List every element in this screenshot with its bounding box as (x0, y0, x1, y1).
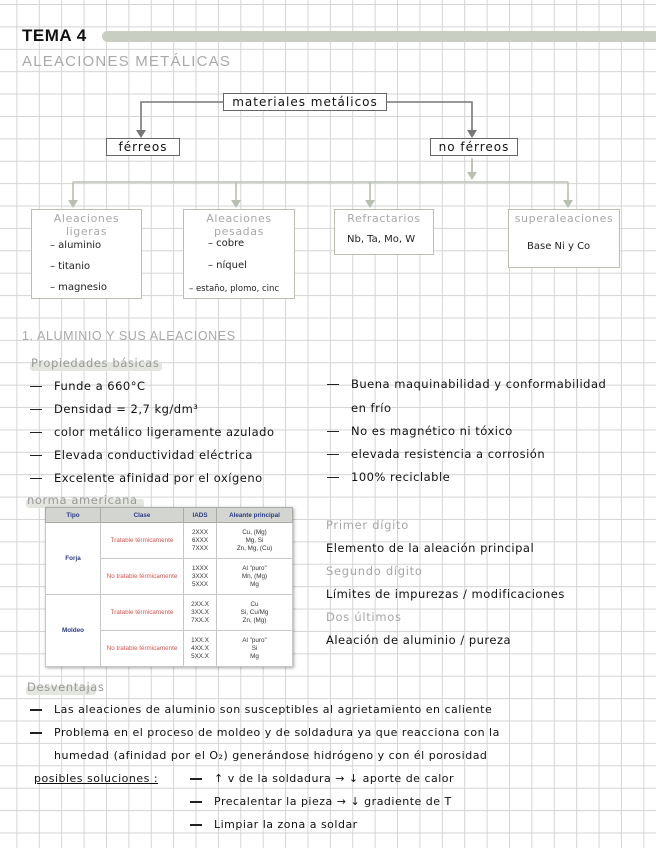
dash-icon (327, 431, 339, 433)
clase-cell: No tratable térmicamente (101, 631, 184, 667)
digit-text: Elemento de la aleación principal (326, 541, 535, 555)
norma-heading: norma americana (27, 493, 138, 507)
category-item: Nb, Ta, Mo, W (347, 234, 416, 245)
solution-item (190, 818, 358, 831)
property-text: 100% reciclable (351, 470, 451, 484)
solution-item (190, 795, 452, 808)
aleante-cell: Cu Si, Cu/Mg Zn, (Mg) (217, 595, 293, 631)
category-light-alloys (31, 209, 142, 299)
dash-icon (327, 477, 339, 479)
property-item (30, 425, 275, 439)
tipo-cell: Moldeo (46, 595, 101, 667)
aleante-cell: Al "puro" Mn, (Mg) Mg (217, 559, 293, 595)
solution-item (190, 772, 454, 785)
iads-cell: 2XX.X 3XX.X 7XX.X (184, 595, 217, 631)
disadvantage-text: Problema en el proceso de moldeo y de soldadura ya que reacciona con la (54, 726, 500, 739)
property-text: Densidad = 2,7 kg/dm³ (54, 402, 199, 416)
table-header: Clase (101, 508, 184, 523)
digit-label: Segundo dígito (326, 564, 423, 578)
category-item: – estaño, plomo, cinc (189, 284, 280, 294)
clase-cell: No tratable térmicamente (101, 559, 184, 595)
dash-icon (30, 478, 42, 480)
solution-text: Precalentar la pieza → ↓ gradiente de T (214, 795, 452, 808)
dash-icon (190, 778, 202, 780)
tipo-cell: Forja (46, 523, 101, 595)
page-subtitle: ALEACIONES METÁLICAS (22, 53, 232, 70)
properties-heading: Propiedades básicas (31, 356, 160, 370)
digit-text: Aleación de aluminio / pureza (326, 633, 512, 647)
property-text: elevada resistencia a corrosión (351, 447, 546, 461)
table-header: IADS (184, 508, 217, 523)
property-text: Excelente afinidad por el oxígeno (54, 471, 263, 485)
dash-icon (327, 384, 339, 386)
category-item: – aluminio (50, 240, 102, 251)
solution-text: ↑ v de la soldadura → ↓ aporte de calor (214, 772, 455, 785)
table-header: Tipo (46, 508, 101, 523)
disadvantage-text-continuation: humedad (afinidad por el O₂) generándose hidrógeno y con él porosidad (54, 749, 488, 762)
property-item (30, 448, 253, 462)
property-item (30, 379, 146, 393)
category-refractory (334, 209, 434, 255)
clase-cell: Tratable térmicamente (101, 595, 184, 631)
diagram-branch-nonferrous: no férreos (430, 138, 518, 156)
category-heavy-alloys (183, 209, 295, 299)
property-item (327, 377, 606, 391)
digit-label: Primer dígito (326, 518, 409, 532)
disadvantages-heading: Desventajas (27, 680, 105, 694)
table-row (46, 523, 293, 559)
dash-icon (30, 455, 42, 457)
iads-cell: 1XX.X 4XX.X 5XX.X (184, 631, 217, 667)
section-title-aluminum: 1. ALUMINIO Y SUS ALEACIONES (22, 329, 236, 343)
digit-label: Dos últimos (326, 610, 402, 624)
property-text-continuation: en frío (351, 401, 392, 415)
property-text: Elevada conductividad eléctrica (54, 448, 253, 462)
category-title: superaleaciones (514, 212, 614, 225)
category-item: – titanio (50, 261, 91, 272)
table-header-row (46, 508, 293, 523)
dash-icon (30, 386, 42, 388)
category-title: Aleaciones pesadas (206, 212, 272, 238)
solution-text: Limpiar la zona a soldar (214, 818, 358, 831)
property-text: Buena maquinabilidad y conformabilidad (351, 377, 607, 391)
property-item (327, 447, 545, 461)
category-title: Aleaciones ligeras (53, 212, 120, 238)
table-header: Aleante principal (217, 508, 293, 523)
aluminum-designation-table (45, 507, 293, 667)
disadvantage-item (30, 726, 500, 739)
category-title: Refractarios (347, 212, 421, 225)
property-text: Funde a 660°C (54, 379, 146, 393)
dash-icon (30, 432, 42, 434)
diagram-branch-ferrous: férreos (106, 138, 180, 156)
aleante-cell: Cu, (Mg) Mg, Si Zn, Mg, (Cu) (217, 523, 293, 559)
aleante-cell: Al "puro" Si Mg (217, 631, 293, 667)
disadvantage-text: Las aleaciones de aluminio son susceptibles al agrietamiento en caliente (54, 703, 493, 716)
dash-icon (30, 732, 42, 734)
property-item (327, 424, 513, 438)
property-item (30, 471, 263, 485)
property-item (327, 470, 450, 484)
disadvantage-item (30, 703, 492, 716)
dash-icon (30, 709, 42, 711)
category-item: – magnesio (50, 282, 107, 293)
digit-text: Límites de impurezas / modificaciones (326, 587, 565, 601)
property-text: No es magnético ni tóxico (351, 424, 513, 438)
dash-icon (190, 824, 202, 826)
dash-icon (30, 409, 42, 411)
category-item: – níquel (208, 260, 247, 271)
page-title: TEMA 4 (22, 26, 87, 45)
category-item: – cobre (208, 238, 245, 249)
iads-cell: 2XXX 6XXX 7XXX (184, 523, 217, 559)
property-text: color metálico ligeramente azulado (54, 425, 275, 439)
diagram-root-box: materiales metálicos (223, 93, 387, 111)
iads-cell: 1XXX 3XXX 5XXX (184, 559, 217, 595)
clase-cell: Tratable térmicamente (101, 523, 184, 559)
category-superalloys (508, 209, 620, 268)
property-item (30, 402, 198, 416)
dash-icon (327, 454, 339, 456)
table-row (46, 595, 293, 631)
category-item: Base Ni y Co (527, 241, 591, 252)
dash-icon (190, 801, 202, 803)
solutions-label: posibles soluciones : (34, 772, 159, 785)
